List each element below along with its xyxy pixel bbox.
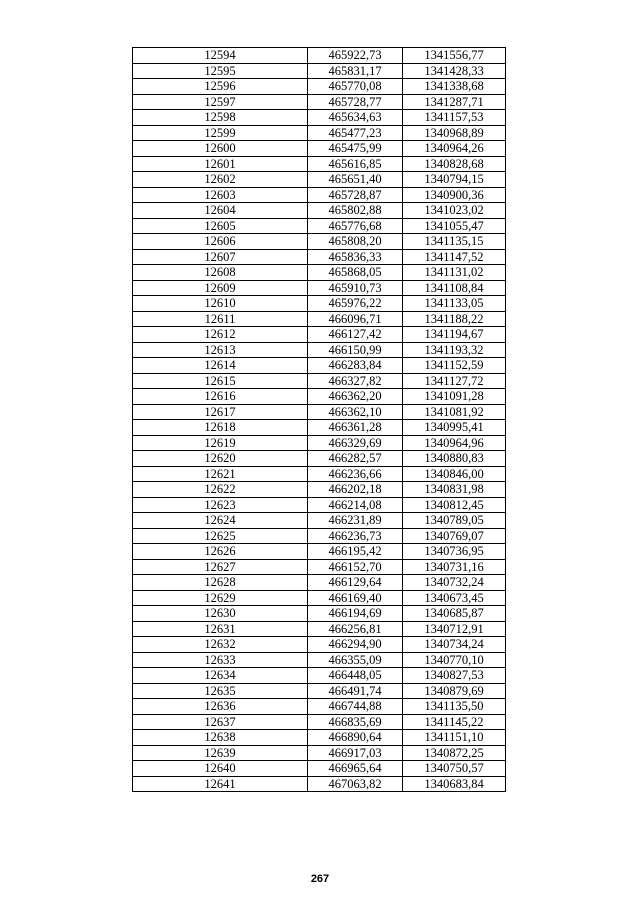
x-coordinate-cell: 466491,74 (308, 683, 403, 699)
x-coordinate-cell: 466361,28 (308, 420, 403, 436)
table-row (133, 451, 506, 467)
table-row (133, 265, 506, 281)
y-coordinate-cell: 1341556,77 (403, 48, 506, 64)
table-row (133, 606, 506, 622)
point-number-cell: 12640 (133, 761, 308, 777)
x-coordinate-cell: 467063,82 (308, 776, 403, 792)
y-coordinate-cell: 1340872,25 (403, 745, 506, 761)
point-number-cell: 12603 (133, 187, 308, 203)
x-coordinate-cell: 465910,73 (308, 280, 403, 296)
point-number-cell: 12607 (133, 249, 308, 265)
x-coordinate-cell: 466355,09 (308, 652, 403, 668)
y-coordinate-cell: 1340685,87 (403, 606, 506, 622)
point-number-cell: 12609 (133, 280, 308, 296)
x-coordinate-cell: 466152,70 (308, 559, 403, 575)
table-row (133, 110, 506, 126)
x-coordinate-cell: 466744,88 (308, 699, 403, 715)
point-number-cell: 12641 (133, 776, 308, 792)
point-number-cell: 12610 (133, 296, 308, 312)
y-coordinate-cell: 1340673,45 (403, 590, 506, 606)
y-coordinate-cell: 1341145,22 (403, 714, 506, 730)
x-coordinate-cell: 465776,68 (308, 218, 403, 234)
table-row (133, 714, 506, 730)
table-row (133, 575, 506, 591)
point-number-cell: 12612 (133, 327, 308, 343)
x-coordinate-cell: 466362,10 (308, 404, 403, 420)
x-coordinate-cell: 466150,99 (308, 342, 403, 358)
point-number-cell: 12632 (133, 637, 308, 653)
table-row (133, 125, 506, 141)
x-coordinate-cell: 466236,73 (308, 528, 403, 544)
y-coordinate-cell: 1341133,05 (403, 296, 506, 312)
table-row (133, 730, 506, 746)
y-coordinate-cell: 1341131,02 (403, 265, 506, 281)
table-row (133, 311, 506, 327)
table-row (133, 342, 506, 358)
x-coordinate-cell: 466202,18 (308, 482, 403, 498)
y-coordinate-cell: 1341135,50 (403, 699, 506, 715)
y-coordinate-cell: 1340712,91 (403, 621, 506, 637)
x-coordinate-cell: 466327,82 (308, 373, 403, 389)
table-row (133, 156, 506, 172)
x-coordinate-cell: 466329,69 (308, 435, 403, 451)
y-coordinate-cell: 1340683,84 (403, 776, 506, 792)
y-coordinate-cell: 1340900,36 (403, 187, 506, 203)
page-number: 267 (310, 873, 330, 885)
x-coordinate-cell: 466362,20 (308, 389, 403, 405)
x-coordinate-cell: 466231,89 (308, 513, 403, 529)
x-coordinate-cell: 465770,08 (308, 79, 403, 95)
table-row (133, 404, 506, 420)
point-number-cell: 12598 (133, 110, 308, 126)
point-number-cell: 12624 (133, 513, 308, 529)
table-row (133, 94, 506, 110)
x-coordinate-cell: 465651,40 (308, 172, 403, 188)
point-number-cell: 12635 (133, 683, 308, 699)
y-coordinate-cell: 1340736,95 (403, 544, 506, 560)
point-number-cell: 12626 (133, 544, 308, 560)
y-coordinate-cell: 1340964,26 (403, 141, 506, 157)
y-coordinate-cell: 1341428,33 (403, 63, 506, 79)
y-coordinate-cell: 1341147,52 (403, 249, 506, 265)
y-coordinate-cell: 1341338,68 (403, 79, 506, 95)
point-number-cell: 12596 (133, 79, 308, 95)
point-number-cell: 12617 (133, 404, 308, 420)
table-row (133, 482, 506, 498)
table-row (133, 79, 506, 95)
point-number-cell: 12605 (133, 218, 308, 234)
point-number-cell: 12608 (133, 265, 308, 281)
table-row (133, 559, 506, 575)
y-coordinate-cell: 1340831,98 (403, 482, 506, 498)
y-coordinate-cell: 1340731,16 (403, 559, 506, 575)
y-coordinate-cell: 1340769,07 (403, 528, 506, 544)
x-coordinate-cell: 466129,64 (308, 575, 403, 591)
x-coordinate-cell: 466194,69 (308, 606, 403, 622)
table-row (133, 280, 506, 296)
y-coordinate-cell: 1341193,32 (403, 342, 506, 358)
y-coordinate-cell: 1340964,96 (403, 435, 506, 451)
point-number-cell: 12638 (133, 730, 308, 746)
table-row (133, 466, 506, 482)
x-coordinate-cell: 465634,63 (308, 110, 403, 126)
y-coordinate-cell: 1340770,10 (403, 652, 506, 668)
point-number-cell: 12627 (133, 559, 308, 575)
y-coordinate-cell: 1341108,84 (403, 280, 506, 296)
x-coordinate-cell: 465475,99 (308, 141, 403, 157)
x-coordinate-cell: 465728,87 (308, 187, 403, 203)
x-coordinate-cell: 466195,42 (308, 544, 403, 560)
x-coordinate-cell: 466835,69 (308, 714, 403, 730)
y-coordinate-cell: 1341023,02 (403, 203, 506, 219)
x-coordinate-cell: 466283,84 (308, 358, 403, 374)
point-number-cell: 12606 (133, 234, 308, 250)
point-number-cell: 12616 (133, 389, 308, 405)
table-row (133, 652, 506, 668)
table-row (133, 637, 506, 653)
table-row (133, 48, 506, 64)
point-number-cell: 12628 (133, 575, 308, 591)
table-row (133, 172, 506, 188)
point-number-cell: 12611 (133, 311, 308, 327)
x-coordinate-cell: 465836,33 (308, 249, 403, 265)
point-number-cell: 12613 (133, 342, 308, 358)
table-row (133, 249, 506, 265)
x-coordinate-cell: 466448,05 (308, 668, 403, 684)
point-number-cell: 12629 (133, 590, 308, 606)
point-number-cell: 12639 (133, 745, 308, 761)
y-coordinate-cell: 1341194,67 (403, 327, 506, 343)
x-coordinate-cell: 466917,03 (308, 745, 403, 761)
table-row (133, 668, 506, 684)
point-number-cell: 12604 (133, 203, 308, 219)
table-row (133, 435, 506, 451)
table-row (133, 187, 506, 203)
x-coordinate-cell: 466127,42 (308, 327, 403, 343)
y-coordinate-cell: 1341135,15 (403, 234, 506, 250)
x-coordinate-cell: 466294,90 (308, 637, 403, 653)
x-coordinate-cell: 466169,40 (308, 590, 403, 606)
y-coordinate-cell: 1340732,24 (403, 575, 506, 591)
x-coordinate-cell: 465616,85 (308, 156, 403, 172)
table-row (133, 218, 506, 234)
y-coordinate-cell: 1341081,92 (403, 404, 506, 420)
table-row (133, 373, 506, 389)
x-coordinate-cell: 466236,66 (308, 466, 403, 482)
y-coordinate-cell: 1341152,59 (403, 358, 506, 374)
y-coordinate-cell: 1341157,53 (403, 110, 506, 126)
point-number-cell: 12601 (133, 156, 308, 172)
x-coordinate-cell: 466214,08 (308, 497, 403, 513)
x-coordinate-cell: 465868,05 (308, 265, 403, 281)
x-coordinate-cell: 466256,81 (308, 621, 403, 637)
x-coordinate-cell: 465831,17 (308, 63, 403, 79)
point-number-cell: 12594 (133, 48, 308, 64)
x-coordinate-cell: 466282,57 (308, 451, 403, 467)
table-row (133, 544, 506, 560)
point-number-cell: 12634 (133, 668, 308, 684)
x-coordinate-cell: 466890,64 (308, 730, 403, 746)
point-number-cell: 12631 (133, 621, 308, 637)
y-coordinate-cell: 1340968,89 (403, 125, 506, 141)
table-row (133, 590, 506, 606)
x-coordinate-cell: 465976,22 (308, 296, 403, 312)
point-number-cell: 12625 (133, 528, 308, 544)
y-coordinate-cell: 1340828,68 (403, 156, 506, 172)
point-number-cell: 12620 (133, 451, 308, 467)
y-coordinate-cell: 1340846,00 (403, 466, 506, 482)
point-number-cell: 12615 (133, 373, 308, 389)
table-row (133, 761, 506, 777)
point-number-cell: 12597 (133, 94, 308, 110)
y-coordinate-cell: 1340734,24 (403, 637, 506, 653)
point-number-cell: 12636 (133, 699, 308, 715)
table-row (133, 699, 506, 715)
point-number-cell: 12595 (133, 63, 308, 79)
point-number-cell: 12623 (133, 497, 308, 513)
table-row (133, 141, 506, 157)
x-coordinate-cell: 465477,23 (308, 125, 403, 141)
point-number-cell: 12637 (133, 714, 308, 730)
y-coordinate-cell: 1341127,72 (403, 373, 506, 389)
coordinates-table (132, 47, 506, 792)
point-number-cell: 12621 (133, 466, 308, 482)
y-coordinate-cell: 1341091,28 (403, 389, 506, 405)
point-number-cell: 12600 (133, 141, 308, 157)
point-number-cell: 12619 (133, 435, 308, 451)
table-row (133, 203, 506, 219)
point-number-cell: 12618 (133, 420, 308, 436)
x-coordinate-cell: 465922,73 (308, 48, 403, 64)
table-row (133, 513, 506, 529)
point-number-cell: 12599 (133, 125, 308, 141)
y-coordinate-cell: 1341055,47 (403, 218, 506, 234)
x-coordinate-cell: 466965,64 (308, 761, 403, 777)
y-coordinate-cell: 1340789,05 (403, 513, 506, 529)
x-coordinate-cell: 465802,88 (308, 203, 403, 219)
y-coordinate-cell: 1340995,41 (403, 420, 506, 436)
table-row (133, 234, 506, 250)
table-row (133, 420, 506, 436)
point-number-cell: 12602 (133, 172, 308, 188)
table-row (133, 528, 506, 544)
point-number-cell: 12633 (133, 652, 308, 668)
point-number-cell: 12622 (133, 482, 308, 498)
table-row (133, 358, 506, 374)
point-number-cell: 12614 (133, 358, 308, 374)
y-coordinate-cell: 1340794,15 (403, 172, 506, 188)
y-coordinate-cell: 1341287,71 (403, 94, 506, 110)
table-row (133, 745, 506, 761)
y-coordinate-cell: 1340880,83 (403, 451, 506, 467)
y-coordinate-cell: 1340879,69 (403, 683, 506, 699)
x-coordinate-cell: 466096,71 (308, 311, 403, 327)
table-row (133, 621, 506, 637)
coordinates-table-body (133, 48, 506, 792)
table-row (133, 389, 506, 405)
table-row (133, 296, 506, 312)
y-coordinate-cell: 1340812,45 (403, 497, 506, 513)
x-coordinate-cell: 465808,20 (308, 234, 403, 250)
table-row (133, 497, 506, 513)
table-row (133, 63, 506, 79)
y-coordinate-cell: 1340827,53 (403, 668, 506, 684)
y-coordinate-cell: 1341151,10 (403, 730, 506, 746)
y-coordinate-cell: 1340750,57 (403, 761, 506, 777)
x-coordinate-cell: 465728,77 (308, 94, 403, 110)
table-row (133, 683, 506, 699)
point-number-cell: 12630 (133, 606, 308, 622)
table-row (133, 776, 506, 792)
table-row (133, 327, 506, 343)
y-coordinate-cell: 1341188,22 (403, 311, 506, 327)
